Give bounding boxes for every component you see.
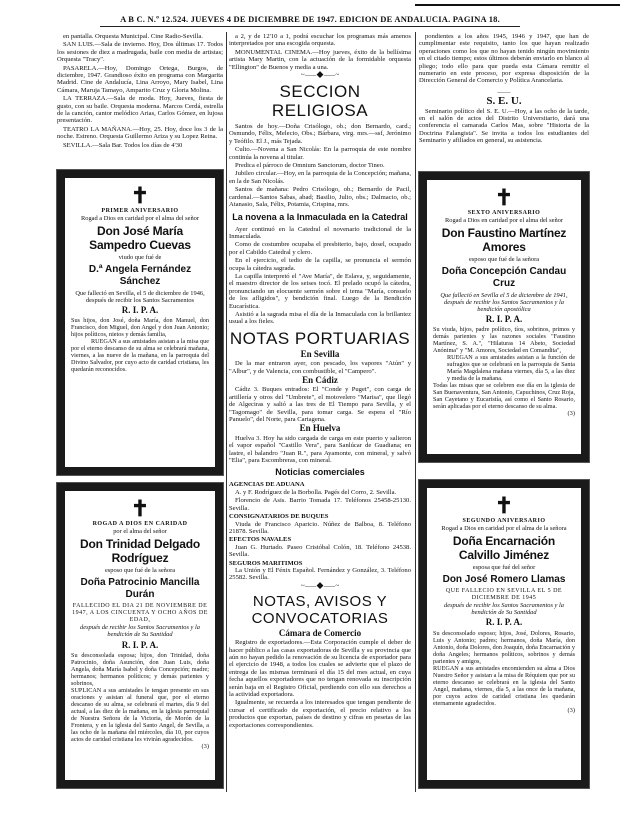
obituary-name: Don Faustino Martínez Amores <box>441 226 567 255</box>
paragraph: pondientes a los años 1945, 1946 y 1947, que han de cumplimentar este requisito, tanto los que hayan realizado operaciones como los que no hayan tenido ningún movimiento en el citado tiempo; estos últimos deberán enviarlo en blanco al pliego; todo ello para que pueda esta Cámara remitir el numerario en este proceso, por expresa disposición de la Dirección General de Comercio y Política Arancelaria. <box>419 33 589 85</box>
paragraph: Cádiz 3. Buques entrados: El "Conde y Puget", con carga de artillería y otros del "Umbrete", el motovelero "Marisa", que llegó de Algeciras y salió a las tres de El Tiempo para Sevilla, y el "Tagomago" de Sevilla, para tomar carga. Se espera el "Río Panuelo", del Norte, para Cartagena. <box>229 386 411 424</box>
obituary-kicker: PRIMER ANIVERSARIO <box>101 208 179 214</box>
listing-text: LA TERRAZA.—Sala de moda. Hoy, Jueves, fiesta de gusto, con su baile. Orquesta moderna. Marcos Cerdá, estrella de la canción, cantor melódico Arias, Carlos Gómez, en lujosa presentación. <box>57 95 223 125</box>
obituary-death: QUE FALLECIO EN SEVILLA EL 5 DE DICIEMBRE DE 1945 <box>445 587 563 601</box>
directory-entry: Viuda de Francisco Aparicio. Núñez de Balboa, 8. Teléfono 21878. Sevilla. <box>229 520 411 535</box>
obituary-intro: Rogad a Dios en caridad por el alma del señor <box>444 217 563 225</box>
paragraph: Culto.—Novena a San Nicolás: En la parroquia de este nombre continúa la novena al titular. <box>229 146 411 161</box>
paragraph: Santos de hoy.—Doña Crisólogo, ob.; don Bernardo, card.; Osmundo, Félix, Melecio, Obs.; Bárbara, virg. mrs.—ssf, Jerónimo y Teófilo. El J., más Tejada. <box>229 123 411 145</box>
obituary-spouse: Don José Romero Llamas <box>442 573 566 585</box>
directory-heading: SEGUROS MARITIMOS <box>229 559 303 567</box>
obituary-calvillo <box>419 480 589 788</box>
obituary-relation: esposa que fué del señor <box>472 564 536 572</box>
obituary-name: Don Trinidad Delgado Rodríguez <box>79 537 200 566</box>
obituary-sacraments: después de recibir los Santos Sacramentos y la bendición de Su Santidad <box>444 602 564 617</box>
obituary-ref: (3) <box>201 742 209 750</box>
obituary-family: Su desconsolado esposo; hijos, José, Dolores, Rosario, Luis y Antonio; padres; hermanos, doña María, don Antonio, doña Dolores, don Joaquín, doña Encarnación y doña Angeles; hermanos políticos, sobrinos y demás parientes y amigos, <box>433 629 575 665</box>
paragraph: Asistió a la sagrada misa el día de la Inmaculada con la brillantez usual a los fieles. <box>229 310 411 326</box>
paragraph: Santos de mañana: Pedro Crisólogo, ob.; Bernardo de Pacil, cardenal.—Santos Sabas, abad; Basilio, Julio, obs.; Dalmacio, ob.; Atanasio, Sala, Félix, Potamia, Crispina, mrs. <box>229 186 411 209</box>
paragraph: Huelva 3. Hoy ha sido cargada de carga en este puerto y salieron el vapor español "Castillo Vera", para Sanlúcar de Guadiana; en lastre, el balandro "Juan R.", para Ayamonte, con mineral, y salvó "Elia", para Escombreras, con mineral. <box>229 434 411 465</box>
obituary-delgado <box>57 483 223 788</box>
ornament-divider: —— <box>497 88 511 96</box>
obituary-death: FALLECIDO EL DIA 21 DE NOVIEMBRE DE 1947, A LOS CINCUENTA Y OCHO AÑOS DE EDAD, <box>72 602 208 624</box>
obituary-kicker: SEXTO ANIVERSARIO <box>467 210 541 216</box>
listing-text: PASARELA.—Hoy, Domingo Ortega, Burgos, de diciembre, 1947. Grandioso éxito en programa con Margarita Madrid. Cine de Andalucía, Lina Arroyo, Mary Isabel, Lina Cámara, Maruja Tamayo, Amparito Cruz y Gloria Molina. <box>57 64 223 94</box>
ornament-divider: ~⸺◆⸺~ <box>300 581 340 590</box>
obituary-request: RUEGAN a sus amistades asistan a la función de sufragios que se celebrará en la parroquia de Santa María Magdalena mañana viernes, día 5, a las diez y media de la mañana. <box>447 354 575 383</box>
column-divider <box>415 32 416 792</box>
obituary-relation: esposo que fué de la señora <box>468 256 540 264</box>
middle-column <box>229 33 411 730</box>
section-title-religion: SECCION RELIGIOSA <box>271 82 369 121</box>
directory-entry: La Unión y El Fénix Español. Fernández y González, 3. Teléfono 25582. Sevilla. <box>229 566 411 582</box>
obituary-request: RUEGAN a sus amistades asistan a la misa que por el eterno descanso de su alma se celebrará mañana, viernes, a las nueve de la mañana, en la parroquia del Divino Salvador, por cuyo acto de caridad cristiana, les quedarán reconocidos. <box>71 338 209 374</box>
obituary-martinez <box>419 172 589 462</box>
paragraph: En el ejercicio, el tedio de la capilla, se pronuncia el sermón ocupa la cátedra sagrada. <box>229 257 411 272</box>
obituary-kicker: ROGAD A DIOS EN CARIDAD <box>92 521 188 527</box>
directory-heading: AGENCIAS DE ADUANA <box>229 481 305 489</box>
paragraph: Jubileo circular.—Hoy, en la parroquia de la Concepción; mañana, en la de San Nicolás. <box>229 170 411 185</box>
subheading: En Cádiz <box>302 375 338 385</box>
obituary-name: Doña Encarnación Calvillo Jiménez <box>452 534 556 563</box>
obituary-family: Su desconsolada esposa; hijos, don Trinidad, doña Patrocinio, doña Asunción, don Juan Luis, doña Angela, doña María Isabel y doña Concepción; madre; hermanos; hermanos políticos; y demás parientes y sobrinos, <box>71 651 209 687</box>
listing-text: en pantalla. Orquesta Municipal. Cine Radio-Sevilla. <box>63 33 203 40</box>
top-rule <box>415 4 620 6</box>
obituary-request: RUEGAN a sus amistades encomienden su alma a Dios Nuestro Señor y asistan a la misa de Réquiem que por su eterno descanso se celebrará en la iglesia del Santo Angel, mañana, viernes, día 5, a las once de la mañana, por cuyos actos de caridad cristiana les quedarán eternamente agradecidos. <box>433 664 575 707</box>
entertainment-listings <box>57 33 223 150</box>
paragraph: Como de costumbre ocupaba el presbiterio, bajo, dosel, ocupado por el Cabildo Catedral y clero. <box>229 241 411 256</box>
obituary-intro: Rogad a Dios en caridad por el alma de la señora <box>441 525 567 533</box>
right-column <box>419 33 589 146</box>
cross-icon: ✝ <box>494 493 514 518</box>
directory-heading: EFECTOS NAVALES <box>229 536 292 544</box>
obituary-ripa: R. I. P. A. <box>485 617 523 628</box>
obituary-spouse: Doña Patrocinio Mancilla Durán <box>80 576 200 600</box>
paragraph: Registro de exportadores.—Esta Corporación cumple el deber de hacer público a las casas exportadoras de Sevilla y su provincia que aún no hayan pedido la renovación de su licencia de exportador para el ejercicio de 1948, a todos los cuales se advierte que el plazo de entrega de las mismas terminará el día 15 del mes actual, en cuya fecha aquellos exportadores que no tengan renovada su inscripción serán baja en el Registro Oficial, perdiendo con ello sus derechos a la actividad exportadora. <box>229 639 411 698</box>
obituary-kicker: SEGUNDO ANIVERSARIO <box>462 518 546 524</box>
directory-entry: Florencio de Asis. Barrio Tomada 17. Teléfonos 25458-25130. Sevilla. <box>229 497 411 512</box>
obituary-ref: (3) <box>567 706 575 714</box>
paragraph: La capilla interpretó el "Ave María", de Eslava, y, seguidamente, el maestro director de los seises tocó. El prelado ocupó la cátedra, pronunciando un elocuente sermón sobre el tema "María, consuelo de los afligidos", y bendición final. Luego de la Bendición Eucarística. <box>229 272 411 310</box>
obituary-intro: por el alma del señor <box>113 528 167 536</box>
listing-text: MONUMENTAL CINEMA.—Hoy jueves, éxito de la bellísima artista Mary Martin, con la actuación de la formidable orquesta "Ellington" de Buenos y media a una. <box>229 48 411 71</box>
page-header: A B C. N.º 12.524. JUEVES 4 DE DICIEMBRE DE 1947. EDICION DE ANDALUCIA. PAGINA 18. <box>100 14 520 27</box>
listing-text: a 2, y de 12'10 a 1, podrá escuchar los programas más amenos interpretados por una escogida orquesta. <box>229 33 411 48</box>
obituary-request: SUPLICAN a sus amistades le tengan presente en sus oraciones y asistan al funeral que, por el eterno descanso de su alma, se celebrará el martes, día 9 del actual, a las diez de la mañana, en la iglesia parroquial de Nuestra Señora de la Victoria, de Morón de la Frontera, y en la iglesia del Santo Angel, de Sevilla, a las ocho de la mañana del miércoles, día 10, por cuyos actos de caridad cristiana les vivirán agradecidos. <box>71 686 209 743</box>
paragraph: Predica el párroco de Omnium Sanctorum, doctor Tineo. <box>235 162 385 170</box>
paragraph: Seminario político del S. E. U.—Hoy, a las ocho de la tarde, en el salón de actos del Distrito Universitario, dará una conferencia el camarada Carlos Mas, sobre "Historia de la Doctrina Falangista". Se invita a todos los estudiantes del Seminario y afiliados en general, su asistencia. <box>419 107 589 145</box>
subheading: En Sevilla <box>300 348 340 359</box>
obituary-death: Que falleció en Sevilla el 5 de diciembre de 1941, después de recibir los Santos Sacramentos y la bendición apostólica <box>440 291 568 314</box>
obituary-sampedro <box>57 170 223 475</box>
section-title-seu: S. E. U. <box>486 95 522 108</box>
obituary-name: Don José María Sampedro Cuevas <box>89 224 191 253</box>
listing-text: SAN LUIS.—Sala de invierno. Hoy, Dos últimas 17. Todos los sesiones de diez a madrugada, baile con media de artistas; Orquesta "Tracy". <box>57 41 223 64</box>
subheading: En Huelva <box>299 423 341 434</box>
section-title-notices: NOTAS, AVISOS Y CONVOCATORIAS <box>251 592 389 627</box>
obituary-relation: esposo que fué de la señora <box>104 567 176 575</box>
obituary-spouse: Doña Concepción Candau Cruz <box>441 265 567 289</box>
obituary-intro: Rogad a Dios en caridad por el alma del señor <box>80 215 199 223</box>
obituary-relation: viudo que fué de <box>118 254 162 262</box>
obituary-ripa: R. I. P. A. <box>485 314 523 325</box>
cross-icon: ✝ <box>130 496 150 521</box>
section-title-ports: NOTAS PORTUARIAS <box>229 328 411 348</box>
paragraph: Igualmente, se recuerda a los interesados que tengan pendiente de cursar el certificado de exportación, el precio relativo a los productos que exportan, países de destino y cifras en pesetas de las exportaciones correspondientes. <box>229 699 411 729</box>
obituary-ripa: R. I. P. A. <box>121 305 159 316</box>
subheading: Cámara de Comercio <box>278 627 362 638</box>
obituary-family: Sus hijos, don José, doña María, don Manuel, don Francisco, don Miguel, don Angel y don Juan Antonio; hijos políticos, nietos y demás familia, <box>71 317 209 339</box>
obituary-sacraments: después de recibir los Santos Sacramentos y la bendición de Su Santidad <box>80 624 200 639</box>
ornament-divider: ~⸺◆⸺~ <box>300 71 340 80</box>
column-divider <box>226 32 227 792</box>
obituary-death: Que falleció en Sevilla, el 5 de diciembre de 1946, después de recibir los Santos Sacramentos <box>75 289 205 304</box>
listing-text: SEVILLA.—Sala Bar. Todos los días de 4'30 <box>63 141 183 149</box>
directory-entry: A. y F. Rodríguez de la Borbolla. Pagés del Corro, 2. Sevilla. <box>235 488 397 496</box>
obituary-ripa: R. I. P. A. <box>121 639 159 650</box>
article-title-novena: La novena a la Inmaculada en la Catedral <box>232 211 408 222</box>
listing-text: TEATRO LA MAÑANA.—Hoy, 25. Hoy, doce los 3 de la noche. Estreno. Orquesta Guillermo Ariza y su Lopez Reina. <box>57 125 223 141</box>
cross-icon: ✝ <box>494 185 514 210</box>
obituary-spouse: D.ª Angela Fernández Sánchez <box>88 263 192 287</box>
directory-entry: Juan G. Hurtado. Paseo Cristóbal Colón, 18. Teléfono 24538. Sevilla. <box>229 543 411 559</box>
section-title-commerce: Noticias comerciales <box>275 467 365 478</box>
cross-icon: ✝ <box>130 183 150 208</box>
paragraph: Ayer continuó en la Catedral el novenario tradicional de la Inmaculada. <box>229 225 411 240</box>
paragraph: De la mar entraron ayer, con pescado, los vapores "Atún" y "Albur", y de Valencia, con combustible, el "Campero". <box>229 360 411 375</box>
obituary-ref: (3) <box>567 410 575 418</box>
obituary-family: Su viuda, hijos, padre político, tíos, sobrinos, primos y demás parientes y las razones sociales "Faustino Martínez, S. A.", "Hilaturas 14 Abeto, Sociedad Anónima" y "M. Amores, Sociedad en Comandita", <box>433 326 575 355</box>
directory-heading: CONSIGNATARIOS DE BUQUES <box>229 513 329 521</box>
obituary-extra: Todas las misas que se celebren ese día en la iglesia de San Buenaventura, San Antonio, Capuchinos, Cruz Roja, San Cayetano y Eucaristía, así como el Santo Rosario, serán aplicadas por el eterno descanso de su alma. <box>433 382 575 411</box>
